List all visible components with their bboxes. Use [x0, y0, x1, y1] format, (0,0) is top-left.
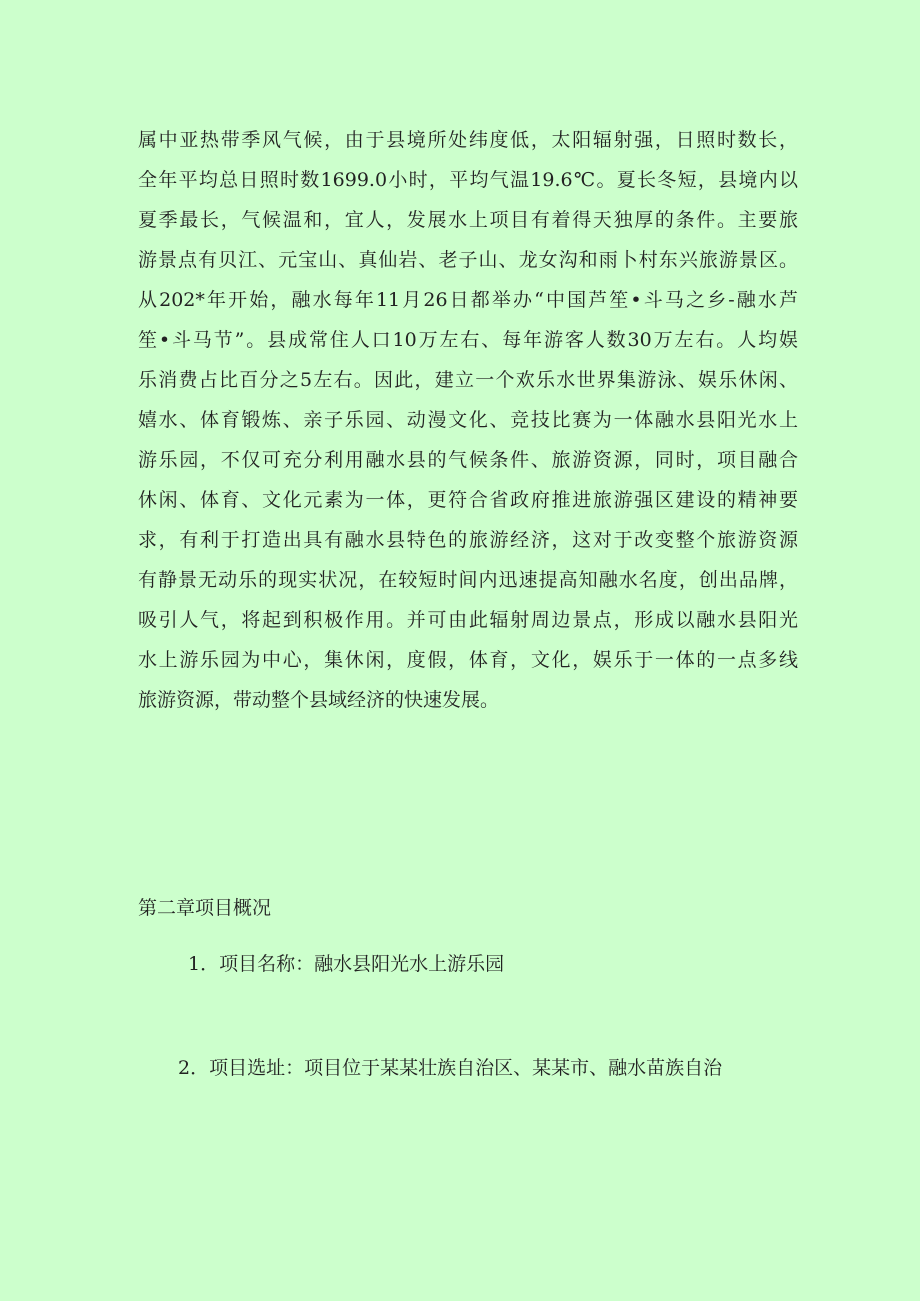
- paragraph-line: 全年平均总日照时数1699.0小时，平均气温19.6℃。夏长冬短，县境内以: [138, 169, 798, 191]
- paragraph-line: 吸引人气，将起到积极作用。并可由此辐射周边景点，形成以融水县阳光: [138, 609, 798, 631]
- paragraph-line: 夏季最长，气候温和，宜人，发展水上项目有着得天独厚的条件。主要旅: [138, 209, 798, 231]
- paragraph-line: 游乐园，不仅可充分利用融水县的气候条件、旅游资源，同时，项目融合: [138, 449, 798, 471]
- paragraph-line: 求，有利于打造出具有融水县特色的旅游经济，这对于改变整个旅游资源: [138, 529, 798, 551]
- list-item-project-name: 1．项目名称：融水县阳光水上游乐园: [188, 953, 505, 975]
- paragraph-line: 水上游乐园为中心，集休闲，度假，体育，文化，娱乐于一体的一点多线: [138, 649, 798, 671]
- paragraph-line: 乐消费占比百分之5左右。因此，建立一个欢乐水世界集游泳、娱乐休闲、: [138, 369, 798, 391]
- paragraph-line: 从202*年开始，融水每年11月26日都举办“中国芦笙•斗马之乡-融水芦: [138, 289, 798, 311]
- paragraph-line: 旅游资源，带动整个县域经济的快速发展。: [138, 689, 500, 711]
- paragraph-line: 游景点有贝江、元宝山、真仙岩、老子山、龙女沟和雨卜村东兴旅游景区。: [138, 249, 798, 271]
- list-item-project-site: 2．项目选址：项目位于某某壮族自治区、某某市、融水苗族自治: [178, 1057, 723, 1079]
- paragraph-line: 有静景无动乐的现实状况，在较短时间内迅速提高知融水名度，创出品牌，: [138, 569, 798, 591]
- body-paragraph: [138, 120, 798, 720]
- paragraph-line: 属中亚热带季风气候，由于县境所处纬度低，太阳辐射强，日照时数长，: [138, 129, 798, 151]
- chapter-heading: 第二章项目概况: [138, 897, 272, 919]
- paragraph-line: 嬉水、体育锻炼、亲子乐园、动漫文化、竞技比赛为一体融水县阳光水上: [138, 409, 798, 431]
- paragraph-line: 休闲、体育、文化元素为一体，更符合省政府推进旅游强区建设的精神要: [138, 489, 798, 511]
- paragraph-line: 笙•斗马节”。县成常住人口10万左右、每年游客人数30万左右。人均娱: [138, 329, 798, 351]
